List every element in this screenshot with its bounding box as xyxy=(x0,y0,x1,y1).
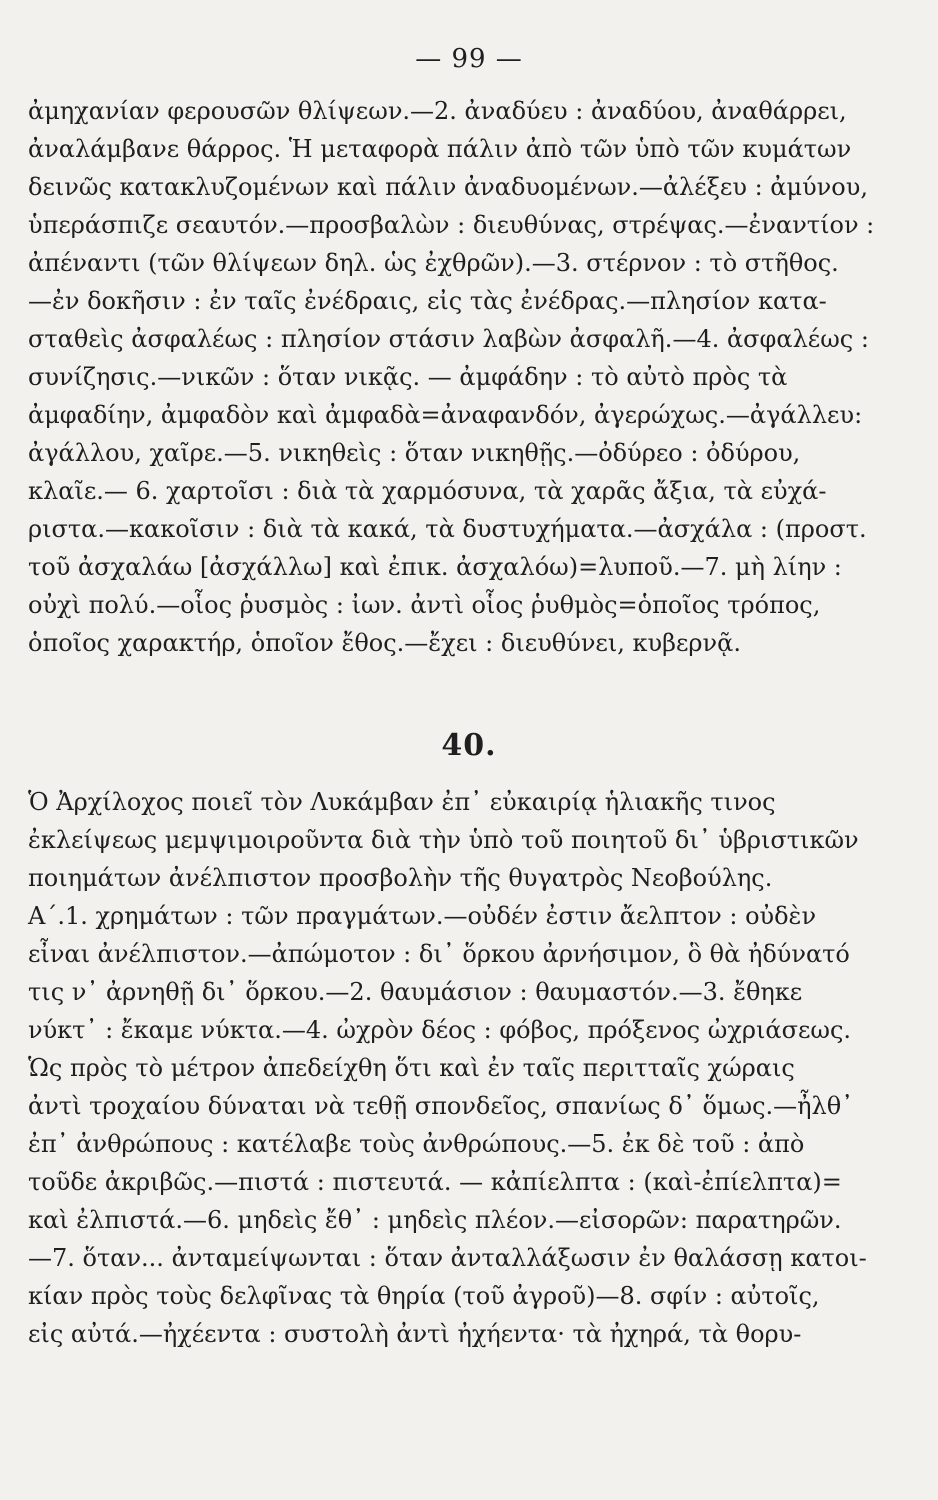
section-line: ἐκλείψεως μεμψιμοιροῦντα διὰ τὴν ὑπὸ τοῦ ποιητοῦ δι᾽ ὑβριστικῶν xyxy=(28,826,859,854)
section-text-block xyxy=(28,783,878,1353)
commentary-line: ἀμφαδίην, ἀμφαδὸν καὶ ἀμφαδὰ=ἀναφανδόν, ἀγερώχως.—ἀγάλλευ: xyxy=(28,401,863,429)
commentary-line: κλαῖε.— 6. χαρτοῖσι : διὰ τὰ χαρμόσυνα, τὰ χαρᾶς ἄξια, τὰ εὐχά- xyxy=(28,477,827,505)
section-line: Ὁ Ἀρχίλοχος ποιεῖ τὸν Λυκάμβαν ἐπ᾽ εὐκαιρίᾳ ἡλιακῆς τινος xyxy=(28,788,776,816)
section-line: ποιημάτων ἀνέλπιστον προσβολὴν τῆς θυγατρὸς Νεοβούλης. xyxy=(28,864,773,892)
section-line: εἶναι ἀνέλπιστον.—ἀπώμοτον : δι᾽ ὅρκου ἀρνήσιμον, ὃ θὰ ἠδύνατό xyxy=(28,940,850,968)
commentary-line: δεινῶς κατακλυζομένων καὶ πάλιν ἀναδυομένων.—ἀλέξευ : ἀμύνου, xyxy=(28,173,868,201)
section-line: καὶ ἐλπιστά.—6. μηδεὶς ἔθ᾽ : μηδεὶς πλέον.—εἰσορῶν: παρατηρῶν. xyxy=(28,1206,842,1234)
section-line: ἐπ᾽ ἀνθρώπους : κατέλαβε τοὺς ἀνθρώπους.—5. ἐκ δὲ τοῦ : ἀπὸ xyxy=(28,1130,805,1158)
section-line: Α΄.1. χρημάτων : τῶν πραγμάτων.—οὐδέν ἐστιν ἄελπτον : οὐδὲν xyxy=(28,902,817,930)
section-line: νύκτ᾽ : ἔκαμε νύκτα.—4. ὠχρὸν δέος : φόβος, πρόξενος ὠχριάσεως. xyxy=(28,1016,852,1044)
section-line: Ὡς πρὸς τὸ μέτρον ἀπεδείχθη ὅτι καὶ ἐν ταῖς περιτταῖς χώραις xyxy=(28,1054,795,1082)
commentary-line: τοῦ ἀσχαλάω [ἀσχάλλω] καὶ ἐπικ. ἀσχαλόω)=λυποῦ.—7. μὴ λίην : xyxy=(28,553,842,581)
commentary-line: συνίζησις.—νικῶν : ὅταν νικᾷς. — ἀμφάδην : τὸ αὐτὸ πρὸς τὰ xyxy=(28,363,788,391)
commentary-line: ἀμηχανίαν φερουσῶν θλίψεων.—2. ἀναδύευ : ἀναδύου, ἀναθάρρει, xyxy=(28,97,847,125)
section-heading: 40. xyxy=(441,728,497,763)
commentary-line: ὑπεράσπιζε σεαυτόν.—προσβαλὼν : διευθύνας, στρέψας.—ἐναντίον : xyxy=(28,211,875,239)
section-line: —7. ὅταν... ἀνταμείψωνται : ὅταν ἀνταλλάξωσιν ἐν θαλάσσῃ κατοι- xyxy=(28,1244,867,1272)
commentary-line: οὐχὶ πολύ.—οἷος ῥυσμὸς : ἰων. ἀντὶ οἷος ῥυθμὸς=ὁποῖος τρόπος, xyxy=(28,591,821,619)
section-line: τοῦδε ἀκριβῶς.—πιστά : πιστευτά. — κἀπίελπτα : (καὶ-ἐπίελπτα)= xyxy=(28,1168,842,1196)
page-number: — 99 — xyxy=(415,44,523,74)
commentary-line: ἀγάλλου, χαῖρε.—5. νικηθεὶς : ὅταν νικηθῇς.—ὀδύρεο : ὀδύρου, xyxy=(28,439,801,467)
commentary-line: σταθεὶς ἀσφαλέως : πλησίον στάσιν λαβὼν ἀσφαλῆ.—4. ἀσφαλέως : xyxy=(28,325,869,353)
commentary-line: ριστα.—κακοῖσιν : διὰ τὰ κακά, τὰ δυστυχήματα.—ἀσχάλα : (προστ. xyxy=(28,515,867,543)
section-line: ἀντὶ τροχαίου δύναται νὰ τεθῇ σπονδεῖος, σπανίως δ᾽ ὅμως.—ἦλθ᾽ xyxy=(28,1092,854,1120)
section-line: τις ν᾽ ἀρνηθῇ δι᾽ ὅρκου.—2. θαυμάσιον : θαυμαστόν.—3. ἔθηκε xyxy=(28,978,803,1006)
commentary-line: —ἐν δοκῆσιν : ἐν ταῖς ἐνέδραις, εἰς τὰς ἐνέδρας.—πλησίον κατα- xyxy=(28,287,827,315)
section-line: εἰς αὐτά.—ἠχέεντα : συστολὴ ἀντὶ ἠχήεντα· τὰ ἠχηρά, τὰ θορυ- xyxy=(28,1320,802,1348)
commentary-text-block xyxy=(28,92,878,662)
commentary-line: ἀναλάμβανε θάρρος. Ἡ μεταφορὰ πάλιν ἀπὸ τῶν ὑπὸ τῶν κυμάτων xyxy=(28,135,852,163)
commentary-line: ὁποῖος χαρακτήρ, ὁποῖον ἔθος.—ἔχει : διευθύνει, κυβερνᾷ. xyxy=(28,629,741,657)
commentary-line: ἀπέναντι (τῶν θλίψεων δηλ. ὡς ἐχθρῶν).—3. στέρνον : τὸ στῆθος. xyxy=(28,249,839,277)
section-line: κίαν πρὸς τοὺς δελφῖνας τὰ θηρία (τοῦ ἀγροῦ)—8. σφίν : αὐτοῖς, xyxy=(28,1282,820,1310)
